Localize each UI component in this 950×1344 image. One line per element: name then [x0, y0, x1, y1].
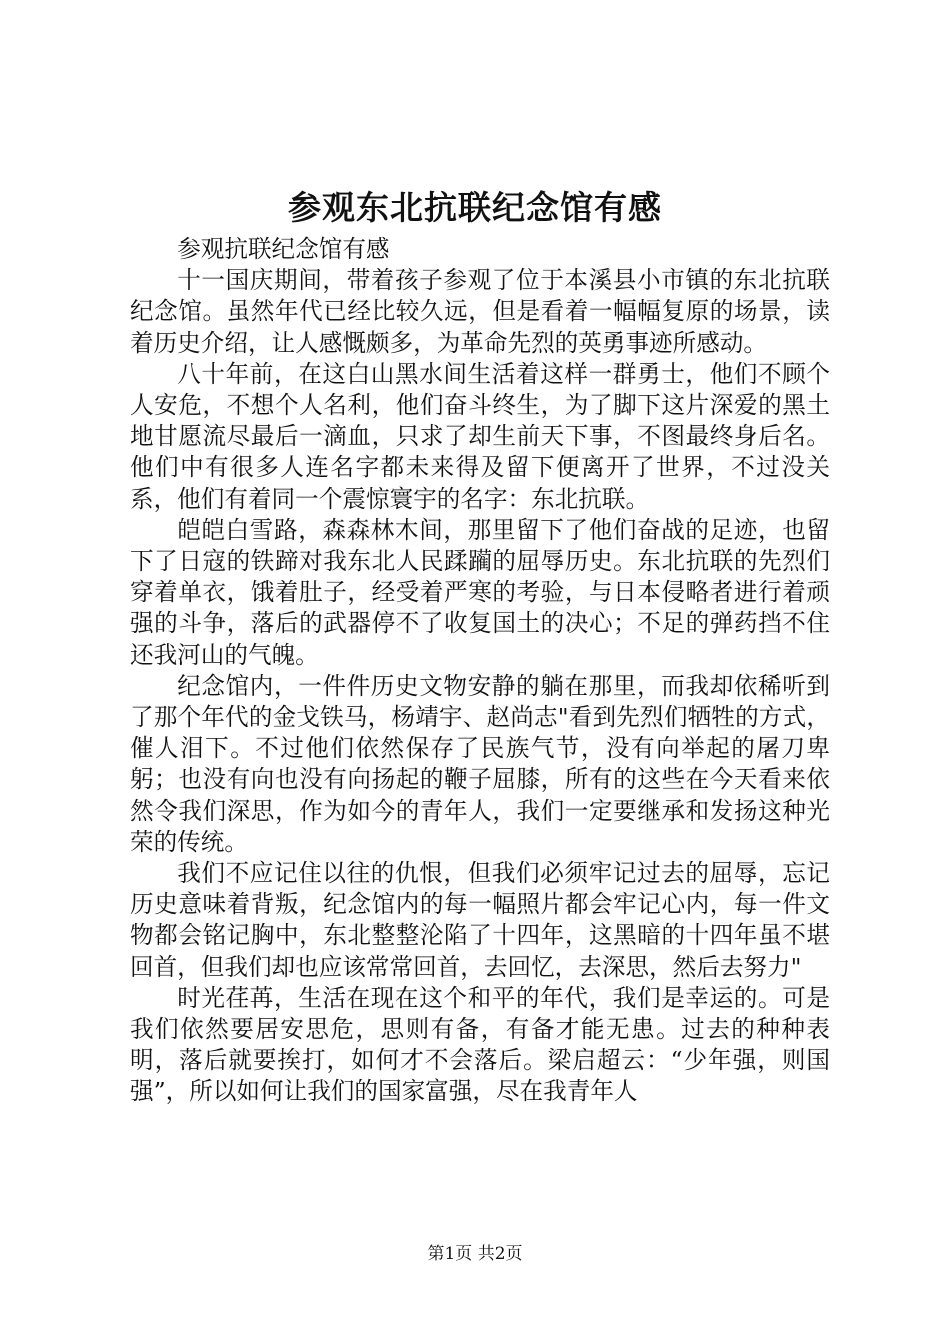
paragraph: 时光荏苒，生活在现在这个和平的年代，我们是幸运的。可是我们依然要居安思危，思则有备，有备才能无患。过去的种种表明，落后就要挨打，如何才不会落后。梁启超云：“少年强，则国强”，所以如何让我们的国家富强，尽在我青年人: [130, 983, 830, 1106]
page-footer: 第1页 共2页: [427, 1244, 523, 1264]
document-subtitle: 参观抗联纪念馆有感: [177, 235, 390, 263]
document-title: 参观东北抗联纪念馆有感: [288, 188, 662, 227]
paragraph: 纪念馆内，一件件历史文物安静的躺在那里，而我却依稀听到了那个年代的金戈铁马，杨靖宇、赵尚志"看到先烈们牺牲的方式，催人泪下。不过他们依然保存了民族气节，没有向举起的屠刀卑躬；也没有向也没有向扬起的鞭子屈膝，所有的这些在今天看来依然令我们深思，作为如今的青年人，我们一定要继承和发扬这种光荣的传统。: [130, 671, 830, 856]
paragraph: 皑皑白雪路，森森林木间，那里留下了他们奋战的足迹，也留下了日寇的铁蹄对我东北人民蹂躏的屈辱历史。东北抗联的先烈们穿着单衣，饿着肚子，经受着严寒的考验，与日本侵略者进行着顽强的斗争，落后的武器停不了收复国土的决心；不足的弹药挡不住还我河山的气魄。: [130, 515, 830, 669]
paragraph: 十一国庆期间，带着孩子参观了位于本溪县小市镇的东北抗联纪念馆。虽然年代已经比较久远，但是看着一幅幅复原的场景，读着历史介绍，让人感慨颇多，为革命先烈的英勇事迹所感动。: [130, 266, 830, 357]
document-body: [130, 234, 830, 1108]
paragraph: 我们不应记住以往的仇恨，但我们必须牢记过去的屈辱，忘记历史意味着背叛，纪念馆内的每一幅照片都会牢记心内，每一件文物都会铭记胸中，东北整整沦陷了十四年，这黑暗的十四年虽不堪回首，但我们却也应该常常回首，去回忆，去深思，然后去努力": [130, 859, 830, 981]
paragraph: 八十年前，在这白山黑水间生活着这样一群勇士，他们不顾个人安危，不想个人名利，他们奋斗终生，为了脚下这片深爱的黑土地甘愿流尽最后一滴血，只求了却生前天下事，不图最终身后名。他们中有很多人连名字都未来得及留下便离开了世界，不过没关系，他们有着同一个震惊寰宇的名字：东北抗联。: [130, 359, 830, 513]
